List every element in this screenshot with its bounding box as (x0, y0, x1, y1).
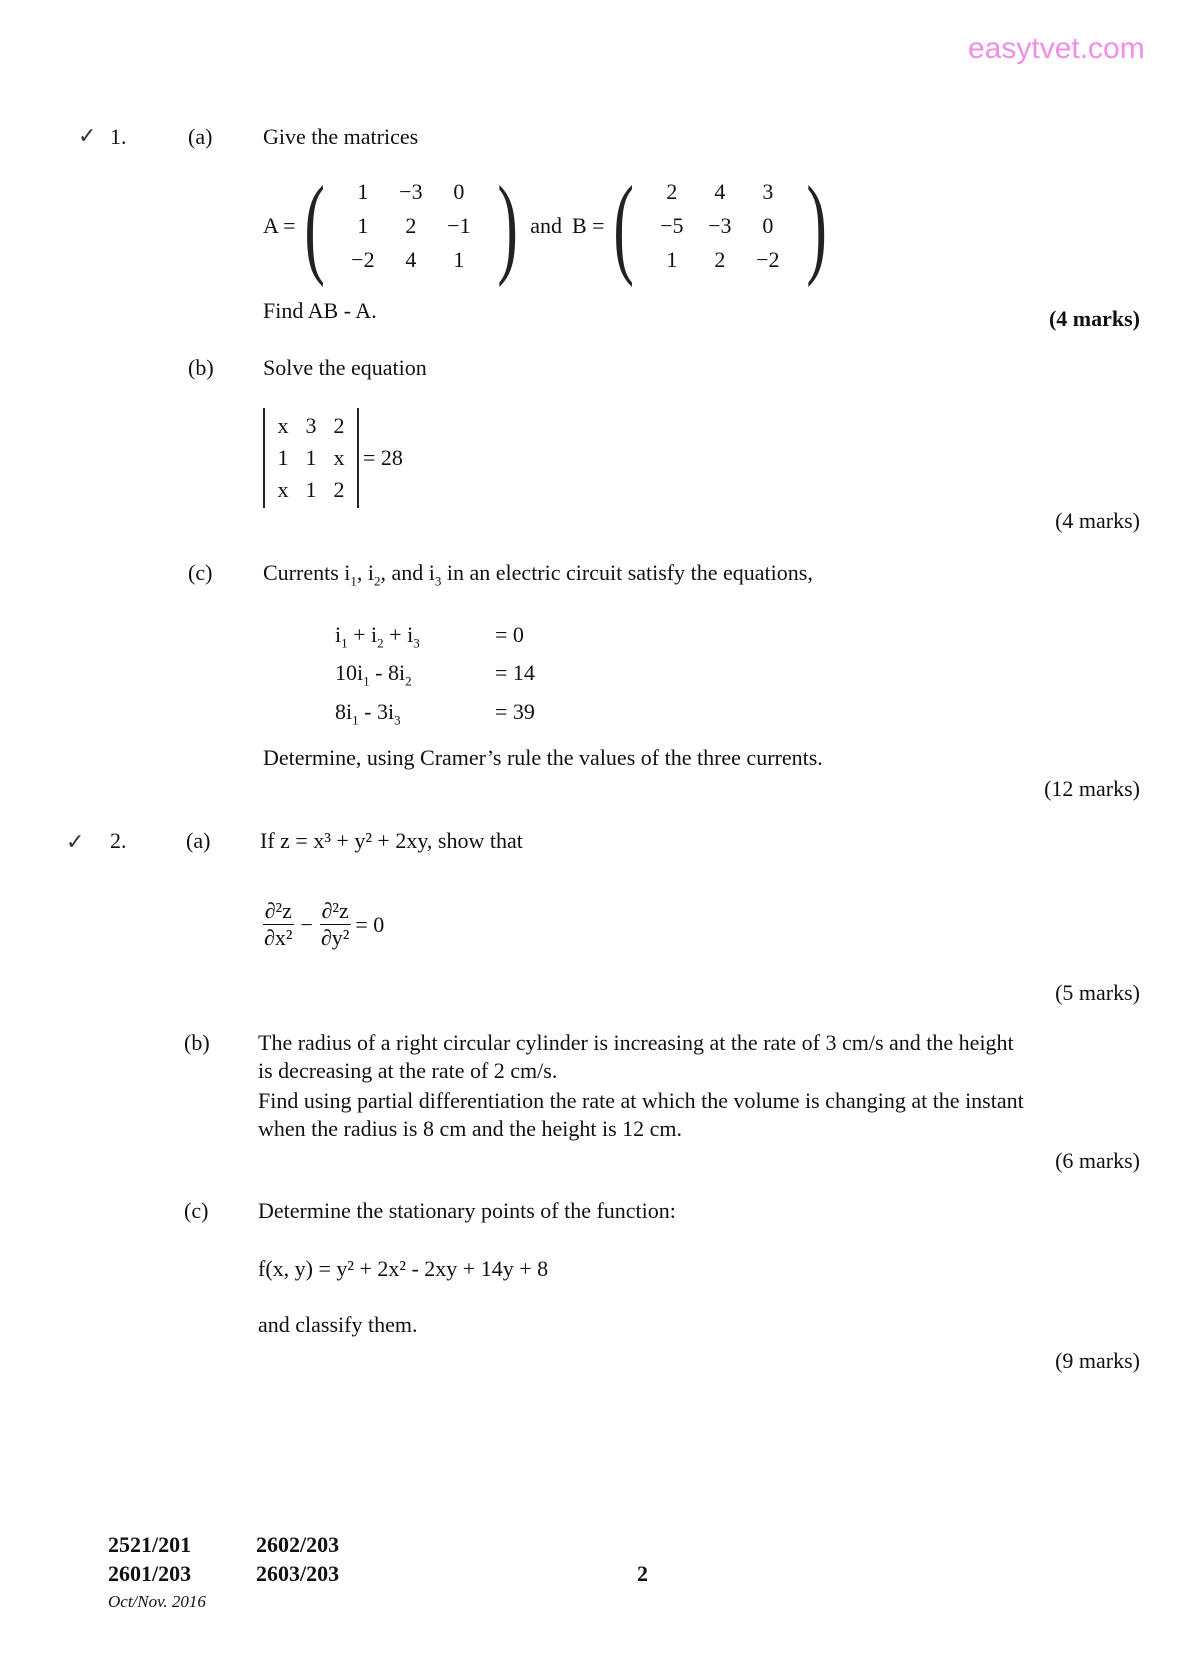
determinant-entry: 2 (333, 413, 345, 438)
part-intro: Currents $i_1$, $i_2$, and $i_3$ in an electric circuit satisfy the equations, (263, 560, 813, 589)
checkmark-icon: ✓ (78, 124, 97, 149)
paper-code: 2601/203 (108, 1561, 192, 1586)
marks: (9 marks) (1055, 1348, 1140, 1373)
equation-rhs: = 0 (355, 911, 385, 937)
matrix-b-entry: 3 (762, 179, 774, 204)
part-label: (b) (188, 355, 214, 380)
determinant-entry: 1 (277, 445, 289, 470)
matrix-b-entry: 0 (762, 213, 774, 238)
determinant-entry: x (333, 445, 345, 470)
fraction-numerator: ∂²z (321, 898, 349, 923)
part-label: (c) (184, 1198, 209, 1223)
right-paren: ) (497, 164, 518, 288)
marks: (12 marks) (1044, 776, 1140, 801)
determinant-entry: x (277, 477, 289, 502)
checkmark-icon: ✓ (66, 830, 85, 855)
equation-rhs: = 39 (495, 698, 535, 724)
watermark-text: easytvet.com (968, 32, 1145, 65)
part-label: (a) (188, 124, 213, 149)
marks: (4 marks) (1055, 508, 1140, 533)
determinant-entry: x (277, 413, 289, 438)
fraction (262, 898, 294, 951)
question-number: 1. (110, 124, 127, 149)
part-intro: If z = x³ + y² + 2xy, show that (260, 828, 523, 853)
matrix-a-entry: 1 (357, 179, 369, 204)
matrix-b-grid (642, 177, 798, 275)
matrix-a (296, 164, 527, 288)
task-text: and classify them. (258, 1312, 418, 1337)
matrix-a-entry: 2 (405, 213, 417, 238)
equation-rhs: = 14 (495, 660, 535, 686)
marks: (4 marks) (1048, 306, 1140, 331)
paragraph-line: The radius of a right circular cylinder is increasing at the rate of 3 cm/s and the height (258, 1030, 1014, 1055)
matrix-b-entry: 4 (714, 179, 726, 204)
matrix-b-entry: −3 (708, 213, 732, 238)
page-number: 2 (637, 1561, 648, 1586)
equation-lhs: $10i_1 - 8i_2$ (335, 660, 412, 689)
matrix-b (605, 164, 836, 288)
determinant-entry: 2 (333, 477, 345, 502)
partial-derivative-equation (262, 898, 384, 951)
right-paren: ) (806, 164, 827, 288)
part-intro: Give the matrices (263, 124, 419, 149)
task-text: Find AB - A. (263, 298, 377, 323)
marks: (6 marks) (1055, 1148, 1140, 1173)
matrix-b-entry: 2 (666, 179, 678, 204)
part-intro: Determine the stationary points of the function: (258, 1198, 676, 1223)
left-paren: ( (612, 164, 634, 288)
matrix-a-entry: 4 (405, 247, 417, 272)
equation-system (335, 622, 575, 733)
paper-code: 2521/201 (108, 1532, 192, 1557)
matrix-a-grid (333, 177, 489, 275)
matrix-b-entry: 2 (714, 247, 726, 272)
and-text: and (530, 213, 562, 238)
matrix-a-entry: −3 (399, 179, 423, 204)
minus-sign: − (300, 911, 313, 937)
determinant-entry: 1 (305, 445, 317, 470)
paper-code: 2603/203 (256, 1561, 340, 1586)
matrix-equation (263, 164, 835, 288)
part-intro: Solve the equation (263, 355, 427, 380)
determinant-entry: 1 (305, 477, 317, 502)
paragraph-line: Find using partial differentiation the rate at which the volume is changing at the instant (258, 1088, 1024, 1113)
equation-lhs: $8i_1 - 3i_3$ (335, 698, 401, 728)
determinant-rhs: = 28 (363, 445, 403, 470)
paper-code: 2602/203 (256, 1532, 340, 1557)
determinant-entry: 3 (305, 413, 317, 438)
exam-date: Oct/Nov. 2016 (108, 1592, 206, 1611)
fraction-denominator: ∂x² (264, 925, 293, 950)
part-label: (b) (184, 1030, 210, 1055)
task-text: Determine, using Cramer’s rule the values of the three currents. (263, 745, 823, 770)
part-label: (c) (188, 560, 213, 585)
determinant (263, 408, 359, 508)
matrix-b-entry: −2 (756, 247, 780, 272)
matrix-b-entry: 1 (666, 247, 678, 272)
matrix-a-entry: −1 (447, 213, 471, 238)
matrix-b-name: B = (571, 213, 605, 238)
paragraph-line: when the radius is 8 cm and the height is 12 cm. (258, 1116, 683, 1141)
matrix-a-entry: 0 (453, 179, 465, 204)
marks: (5 marks) (1055, 980, 1140, 1005)
fraction (319, 898, 351, 951)
left-paren: ( (303, 164, 325, 288)
matrix-a-entry: −2 (351, 247, 375, 272)
matrix-a-entry: 1 (453, 247, 465, 272)
matrix-a-entry: 1 (357, 213, 369, 238)
paragraph-line: is decreasing at the rate of 2 cm/s. (258, 1058, 558, 1083)
question-number: 2. (110, 828, 127, 853)
part-label: (a) (186, 828, 211, 853)
function-expression: f(x, y) = y² + 2x² - 2xy + 14y + 8 (258, 1256, 549, 1281)
matrix-a-name: A = (263, 213, 296, 238)
matrix-b-entry: −5 (660, 213, 684, 238)
determinant-equation (263, 408, 403, 508)
equation-lhs: $i_1 + i_2 + i_3$ (335, 622, 420, 651)
equation-rhs: = 0 (495, 622, 524, 647)
fraction-numerator: ∂²z (264, 898, 292, 923)
fraction-denominator: ∂y² (320, 925, 350, 950)
